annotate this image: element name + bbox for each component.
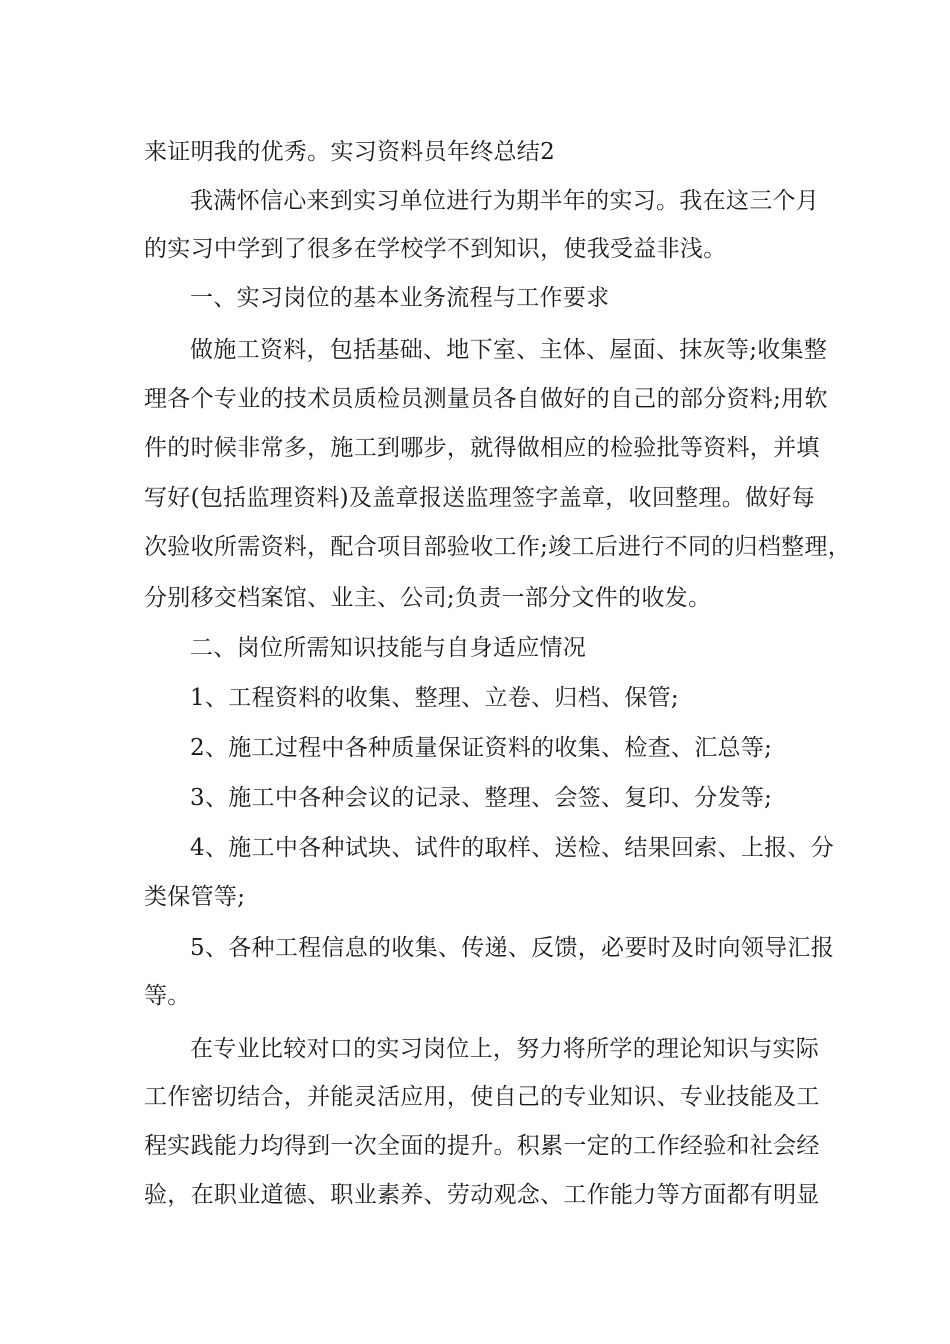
text-line: 来证明我的优秀。实习资料员年终总结2 bbox=[144, 139, 556, 165]
text-line: 件的时候非常多，施工到哪步，就得做相应的检验批等资料，并填 bbox=[144, 435, 820, 461]
paragraph-line: 在专业比较对口的实习岗位上，努力将所学的理论知识与实际 bbox=[190, 1036, 820, 1062]
paragraph-line: 做施工资料，包括基础、地下室、主体、屋面、抹灰等;收集整 bbox=[190, 337, 828, 363]
text-line: 写好(包括监理资料)及盖章报送监理签字盖章，收回整理。做好每 bbox=[144, 485, 815, 511]
text-line: 工作密切结合，并能灵活应用，使自己的专业知识、专业技能及工 bbox=[144, 1084, 820, 1110]
list-item: 5、各种工程信息的收集、传递、反馈，必要时及时向领导汇报 bbox=[190, 935, 835, 961]
list-item: 1、工程资料的收集、整理、立卷、归档、保管; bbox=[190, 685, 679, 711]
list-item: 2、施工过程中各种质量保证资料的收集、检查、汇总等; bbox=[190, 735, 773, 761]
text-line: 次验收所需资料，配合项目部验收工作;竣工后进行不同的归档整理， bbox=[144, 534, 852, 560]
text-line: 分别移交档案馆、业主、公司;负责一部分文件的收发。 bbox=[144, 585, 712, 611]
text-line: 等。 bbox=[144, 983, 191, 1009]
text-line: 理各个专业的技术员质检员测量员各自做好的自己的部分资料;用软 bbox=[144, 386, 828, 412]
list-item: 4、施工中各种试块、试件的取样、送检、结果回索、上报、分 bbox=[190, 835, 835, 861]
section-heading: 二、岗位所需知识技能与自身适应情况 bbox=[190, 635, 587, 661]
list-item: 3、施工中各种会议的记录、整理、会签、复印、分发等; bbox=[190, 785, 773, 811]
paragraph-line: 我满怀信心来到实习单位进行为期半年的实习。我在这三个月 bbox=[190, 188, 820, 214]
section-heading: 一、实习岗位的基本业务流程与工作要求 bbox=[190, 285, 610, 311]
text-line: 类保管等; bbox=[144, 884, 246, 910]
text-line: 的实习中学到了很多在学校学不到知识，使我受益非浅。 bbox=[144, 236, 727, 262]
text-line: 程实践能力均得到一次全面的提升。积累一定的工作经验和社会经 bbox=[144, 1133, 820, 1159]
text-line: 验，在职业道德、职业素养、劳动观念、工作能力等方面都有明显 bbox=[144, 1182, 820, 1208]
